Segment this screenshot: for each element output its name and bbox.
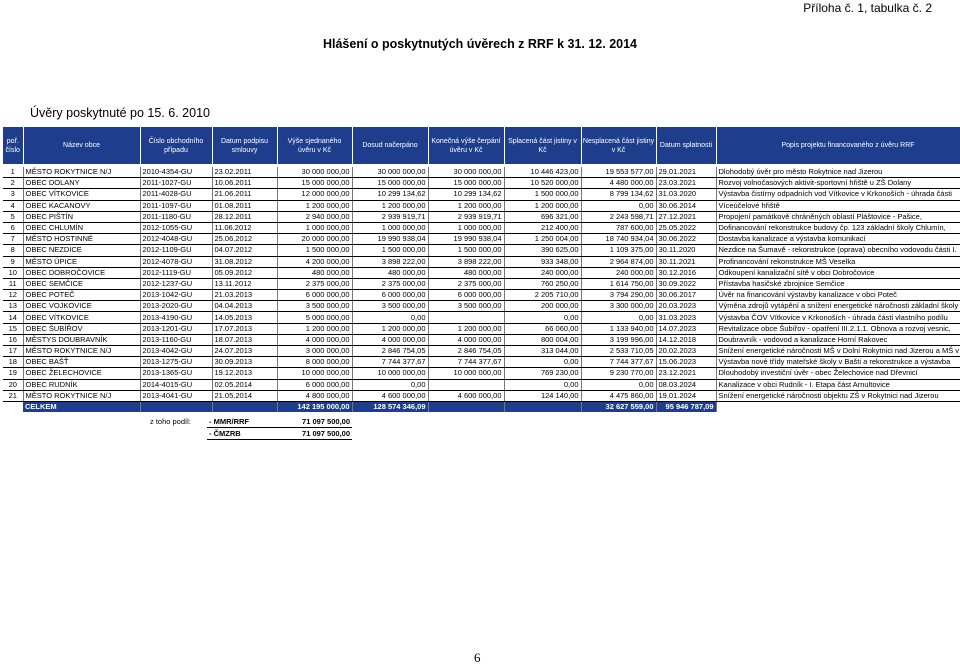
table-cell: 2012-1109-GU [140, 245, 212, 256]
table-cell: 12 000 000,00 [277, 189, 352, 200]
total-empty-cell [212, 401, 277, 412]
total-cell: 32 627 559,00 [581, 401, 656, 412]
table-row [3, 390, 960, 401]
table-cell: 4 [3, 200, 23, 211]
table-cell: 7 744 377,67 [428, 357, 504, 368]
table-row [3, 357, 960, 368]
table-cell: MĚSTO ROKYTNICE N/J [23, 390, 140, 401]
header-cell: Datum splatnosti [656, 127, 716, 164]
header-cell: poř. číslo [3, 127, 23, 164]
table-cell: 30 000 000,00 [352, 167, 428, 178]
table-cell: 30.09.2013 [212, 357, 277, 368]
table-cell: 0,00 [352, 312, 428, 323]
header-cell: Název obce [23, 127, 140, 164]
table-cell: 20.02.2023 [656, 346, 716, 357]
table-cell: Dostavba kanalizace a výstavba komunikací [716, 234, 960, 245]
table-cell: 15 000 000,00 [428, 178, 504, 189]
table-cell: 240 000,00 [581, 267, 656, 278]
table-cell: Víceúčelové hřiště [716, 200, 960, 211]
table-row [3, 167, 960, 178]
table-cell: 4 475 860,00 [581, 390, 656, 401]
table-cell: OBEC VOJKOVICE [23, 301, 140, 312]
table-cell: 2013-1160-GU [140, 334, 212, 345]
table-cell: 30.11.2021 [656, 256, 716, 267]
table-row [3, 200, 960, 211]
table-cell: 4 000 000,00 [428, 334, 504, 345]
table-cell: MĚSTO ÚPICE [23, 256, 140, 267]
table-cell: 4 200 000,00 [277, 256, 352, 267]
table-cell: 2011-1027-GU [140, 178, 212, 189]
table-cell: OBEC ŽELECHOVICE [23, 368, 140, 379]
table-row [3, 334, 960, 345]
table-cell: 30 000 000,00 [277, 167, 352, 178]
table-cell: 14.07.2023 [656, 323, 716, 334]
table-cell: OBEC CHLUMÍN [23, 222, 140, 233]
table-cell: OBEC VÍTKOVICE [23, 312, 140, 323]
table-cell: 27.12.2021 [656, 211, 716, 222]
table-cell: 390 625,00 [504, 245, 581, 256]
table-cell: 2 939 919,71 [352, 211, 428, 222]
table-cell: 2013-4042-GU [140, 346, 212, 357]
table-cell: 12 [3, 290, 23, 301]
table-cell: 30 000 000,00 [428, 167, 504, 178]
table-cell: 9 [3, 256, 23, 267]
table-cell: OBEC PIŠTÍN [23, 211, 140, 222]
table-cell: 7 [3, 234, 23, 245]
table-cell: 31.03.2023 [656, 312, 716, 323]
table-cell: 1 [3, 167, 23, 178]
table-cell: 10 446 423,00 [504, 167, 581, 178]
table-cell: 1 200 000,00 [277, 323, 352, 334]
table-cell: 6 000 000,00 [277, 290, 352, 301]
table-cell: 13.11.2012 [212, 278, 277, 289]
table-cell: 4 000 000,00 [352, 334, 428, 345]
table-cell: 1 109 375,00 [581, 245, 656, 256]
table-cell [428, 379, 504, 390]
table-row [3, 323, 960, 334]
table-row [3, 379, 960, 390]
table-cell: 16 [3, 334, 23, 345]
table-cell: 10 [3, 267, 23, 278]
table-cell: 0,00 [504, 312, 581, 323]
table-cell: 2 [3, 178, 23, 189]
table-cell: 3 000 000,00 [277, 346, 352, 357]
table-cell: 2010-4354-GU [140, 167, 212, 178]
total-empty-cell [428, 401, 504, 412]
table-cell: 1 250 004,00 [504, 234, 581, 245]
table-cell: 14.12.2018 [656, 334, 716, 345]
table-row [3, 189, 960, 200]
table-cell: OBEC ŠUBÍŘOV [23, 323, 140, 334]
table-cell: Odkoupení kanalizační sítě v obci Dobročovice [716, 267, 960, 278]
table-cell: 240 000,00 [504, 267, 581, 278]
table-cell: Výměna zdrojů vytápění a snížení energetické náročnosti základní školy [716, 301, 960, 312]
table-cell: 20 [3, 379, 23, 390]
header-cell: Výše sjednaného úvěru v Kč [277, 127, 352, 164]
table-cell: 1 200 000,00 [428, 200, 504, 211]
table-row [3, 346, 960, 357]
table-cell: 30.06.2017 [656, 290, 716, 301]
breakdown-name: - MMR/RRF [209, 417, 249, 426]
table-cell: 787 600,00 [581, 222, 656, 233]
table-cell: 19 553 577,00 [581, 167, 656, 178]
table-cell: 28.12.2011 [212, 211, 277, 222]
table-cell: Dlohodobý úvěr pro město Rokytnice nad Jizerou [716, 167, 960, 178]
table-cell: 800 004,00 [504, 334, 581, 345]
table-cell: 2012-1119-GU [140, 267, 212, 278]
header-cell: Číslo obchodního případu [140, 127, 212, 164]
header-cell: Konečná výše čerpání úvěru v Kč [428, 127, 504, 164]
table-cell: Snížení energetické náročnosti MŠ v Dolní Rokytnici nad Jizerou a MŠ v [716, 346, 960, 357]
table-cell: 02.05.2014 [212, 379, 277, 390]
table-cell: 2012-4078-GU [140, 256, 212, 267]
table-cell: OBEC BAŠŤ [23, 357, 140, 368]
table-cell: 5 000 000,00 [277, 312, 352, 323]
table-cell [428, 312, 504, 323]
table-cell: 1 200 000,00 [504, 200, 581, 211]
total-empty-cell [3, 401, 23, 412]
table-cell: 2 205 710,00 [504, 290, 581, 301]
table-cell: 2 846 754,05 [352, 346, 428, 357]
table-cell: 212 400,00 [504, 222, 581, 233]
table-cell: 480 000,00 [277, 267, 352, 278]
table-cell: 3 [3, 189, 23, 200]
header-cell: Splacená část jistiny v Kč [504, 127, 581, 164]
page-number: 6 [474, 650, 481, 665]
table-cell: OBEC DOBROČOVICE [23, 267, 140, 278]
table-cell: 29.01.2021 [656, 167, 716, 178]
table-cell: 1 500 000,00 [504, 189, 581, 200]
total-cell: 95 946 787,09 [656, 401, 716, 412]
table-cell: MĚSTO ROKYTNICE N/J [23, 346, 140, 357]
table-cell: 4 480 000,00 [581, 178, 656, 189]
table-cell: 15 [3, 323, 23, 334]
table-cell: Přístavba hasičské zbrojnice Semčice [716, 278, 960, 289]
table-cell: OBEC NEZDICE [23, 245, 140, 256]
table-cell: 4 000 000,00 [277, 334, 352, 345]
table-cell: 15 000 000,00 [352, 178, 428, 189]
table-cell: 11 [3, 278, 23, 289]
table-cell: 0,00 [504, 357, 581, 368]
table-cell: 08.03.2024 [656, 379, 716, 390]
table-cell: 2012-1237-GU [140, 278, 212, 289]
table-cell: 23.03.2021 [656, 178, 716, 189]
table-cell: 21.06.2011 [212, 189, 277, 200]
table-cell: 7 744 377,67 [352, 357, 428, 368]
table-cell: 2 243 598,71 [581, 211, 656, 222]
table-cell: 1 500 000,00 [428, 245, 504, 256]
header-cell: Nesplacená část jistiny v Kč [581, 127, 656, 164]
table-cell: 18 740 934,04 [581, 234, 656, 245]
table-cell: 2013-1275-GU [140, 357, 212, 368]
table-cell: 2011-1097-GU [140, 200, 212, 211]
table-cell: 6 000 000,00 [277, 379, 352, 390]
total-empty-cell [504, 401, 581, 412]
table-cell: 10 299 134,62 [352, 189, 428, 200]
table-cell: 6 [3, 222, 23, 233]
table-cell: 2013-4190-GU [140, 312, 212, 323]
table-cell: 2013-1201-GU [140, 323, 212, 334]
table-cell: 30.06.2022 [656, 234, 716, 245]
table-cell: Výstavba ČOV Vítkovice v Krkonoších - úhrada části vlastního podílu [716, 312, 960, 323]
table-cell: 25.06.2012 [212, 234, 277, 245]
table-cell: 2011-1180-GU [140, 211, 212, 222]
table-cell: 10 000 000,00 [277, 368, 352, 379]
table-cell: 19.01.2024 [656, 390, 716, 401]
table-cell: 14 [3, 312, 23, 323]
breakdown-name: - ČMZRB [209, 429, 241, 438]
table-cell: 2 939 919,71 [428, 211, 504, 222]
table-cell: 2013-2020-GU [140, 301, 212, 312]
table-cell: 18.07.2013 [212, 334, 277, 345]
table-cell: 17 [3, 346, 23, 357]
table-row [3, 178, 960, 189]
table-cell: 3 898 222,00 [352, 256, 428, 267]
table-cell: 1 000 000,00 [277, 222, 352, 233]
table-cell: 124 140,00 [504, 390, 581, 401]
table-cell: Výstavba čistírny odpadních vod Vítkovice v Krkonoších - úhrada části [716, 189, 960, 200]
table-cell: Propojení památkově chráněných oblastí Pláštovice - Pašice, [716, 211, 960, 222]
table-cell: 3 199 996,00 [581, 334, 656, 345]
table-row [3, 301, 960, 312]
table-cell: 1 200 000,00 [352, 200, 428, 211]
table-cell: 769 230,00 [504, 368, 581, 379]
table-cell: 2013-4041-GU [140, 390, 212, 401]
header-cell: Dosud načerpáno [352, 127, 428, 164]
table-cell: 6 000 000,00 [428, 290, 504, 301]
table-cell: OBEC POTEČ [23, 290, 140, 301]
table-cell: 1 133 940,00 [581, 323, 656, 334]
table-row [3, 234, 960, 245]
table-cell: 8 799 134,62 [581, 189, 656, 200]
total-row [3, 401, 960, 412]
table-cell: 4 800 000,00 [277, 390, 352, 401]
table-cell: 19.12.2013 [212, 368, 277, 379]
loans-table [3, 127, 960, 412]
header-cell: Popis projektu financovaného z úvěru RRF [716, 127, 960, 164]
table-cell: 30.06.2014 [656, 200, 716, 211]
annex-label: Příloha č. 1, tabulka č. 2 [803, 1, 932, 15]
table-cell: 313 044,00 [504, 346, 581, 357]
total-empty-cell [140, 401, 212, 412]
table-cell: 2 846 754,05 [428, 346, 504, 357]
table-cell: 19 [3, 368, 23, 379]
table-cell: Rozvoj volnočasových aktivit-sportovní hřiště u ZŠ Dolany [716, 178, 960, 189]
table-cell: 480 000,00 [428, 267, 504, 278]
table-cell: 10 000 000,00 [428, 368, 504, 379]
total-cell: 128 574 346,09 [352, 401, 428, 412]
table-cell: 3 500 000,00 [277, 301, 352, 312]
table-cell: 3 500 000,00 [352, 301, 428, 312]
table-cell: 6 000 000,00 [352, 290, 428, 301]
table-cell: Úvěr na financování výstavby kanalizace v obci Poteč [716, 290, 960, 301]
total-cell: 142 195 000,00 [277, 401, 352, 412]
table-header-row [3, 127, 960, 164]
table-cell: Dofinancování rekonstrukce budovy čp. 123 základní školy Chlumín, [716, 222, 960, 233]
table-cell: 2 940 000,00 [277, 211, 352, 222]
table-cell: Kanalizace v obci Rudník - I. Etapa část Arnultovice [716, 379, 960, 390]
table-cell: 23.02.2011 [212, 167, 277, 178]
table-cell: 21.05.2014 [212, 390, 277, 401]
table-cell: 4 600 000,00 [428, 390, 504, 401]
table-cell: 10.06.2011 [212, 178, 277, 189]
table-cell: 04.04.2013 [212, 301, 277, 312]
table-cell: 18 [3, 357, 23, 368]
table-cell: 2 533 710,05 [581, 346, 656, 357]
table-cell: OBEC DOLANY [23, 178, 140, 189]
table-row [3, 278, 960, 289]
table-cell: 2014-4015-GU [140, 379, 212, 390]
table-row [3, 312, 960, 323]
table-cell: 8 000 000,00 [277, 357, 352, 368]
table-row [3, 290, 960, 301]
table-cell: 24.07.2013 [212, 346, 277, 357]
table-cell: Profinancování rekonstrukce MŠ Veselka [716, 256, 960, 267]
breakdown-value: 71 097 500,00 [302, 429, 350, 438]
table-cell: OBEC SEMČICE [23, 278, 140, 289]
breakdown-row [207, 428, 352, 440]
table-cell: 21 [3, 390, 23, 401]
table-cell: Revitalizace obce Šubířov - opatření III.2.1.1. Obnova a rozvoj vesnic, [716, 323, 960, 334]
table-cell: 2 375 000,00 [277, 278, 352, 289]
table-cell: 933 348,00 [504, 256, 581, 267]
table-cell: 20 000 000,00 [277, 234, 352, 245]
table-cell: 21.03.2013 [212, 290, 277, 301]
table-cell: 8 [3, 245, 23, 256]
table-cell: 31.08.2012 [212, 256, 277, 267]
table-cell: 10 299 134,62 [428, 189, 504, 200]
table-cell: 1 500 000,00 [352, 245, 428, 256]
table-cell: 05.09.2012 [212, 267, 277, 278]
table-row [3, 256, 960, 267]
table-cell: 4 600 000,00 [352, 390, 428, 401]
table-cell: 19 990 938,04 [428, 234, 504, 245]
table-cell: 25.05.2022 [656, 222, 716, 233]
table-cell: 30.11.2020 [656, 245, 716, 256]
table-cell: 2012-4048-GU [140, 234, 212, 245]
table-cell: MĚSTYS DOUBRAVNÍK [23, 334, 140, 345]
table-cell: 11.06.2012 [212, 222, 277, 233]
table-cell: 04.07.2012 [212, 245, 277, 256]
table-row [3, 222, 960, 233]
table-cell: 5 [3, 211, 23, 222]
table-cell: Doubravník - vodovod a kanalizace Horní Rakovec [716, 334, 960, 345]
table-cell: 1 500 000,00 [277, 245, 352, 256]
table-cell: 0,00 [581, 312, 656, 323]
table-cell: 2 375 000,00 [352, 278, 428, 289]
table-cell: 10 520 000,00 [504, 178, 581, 189]
table-cell: 23.12.2021 [656, 368, 716, 379]
table-cell: MĚSTO HOSTINNÉ [23, 234, 140, 245]
report-subtitle: Úvěry poskytnuté po 15. 6. 2010 [30, 106, 210, 120]
table-row [3, 211, 960, 222]
table-cell: 3 300 000,00 [581, 301, 656, 312]
table-cell: 2 375 000,00 [428, 278, 504, 289]
table-cell: 760 250,00 [504, 278, 581, 289]
table-cell: 2011-4028-GU [140, 189, 212, 200]
table-cell: 17.07.2013 [212, 323, 277, 334]
report-title: Hlášení o poskytnutých úvěrech z RRF k 31. 12. 2014 [322, 37, 637, 51]
total-cell: CELKEM [23, 401, 140, 412]
table-cell: 3 794 290,00 [581, 290, 656, 301]
table-cell: 2013-1365-GU [140, 368, 212, 379]
table-cell: 01.08.2011 [212, 200, 277, 211]
table-cell: 13 [3, 301, 23, 312]
table-cell: 1 614 750,00 [581, 278, 656, 289]
table-cell: 30.12.2016 [656, 267, 716, 278]
breakdown-value: 71 097 500,00 [302, 417, 350, 426]
breakdown-label: z toho podíl: [150, 417, 191, 426]
table-row [3, 267, 960, 278]
header-cell: Datum podpisu smlouvy [212, 127, 277, 164]
table-cell: 696 321,00 [504, 211, 581, 222]
table-cell: 14.05.2013 [212, 312, 277, 323]
table-cell: 3 500 000,00 [428, 301, 504, 312]
table-cell: OBEC KACANOVY [23, 200, 140, 211]
table-cell: 1 200 000,00 [428, 323, 504, 334]
table-cell: 15 000 000,00 [277, 178, 352, 189]
table-cell: 20.03.2023 [656, 301, 716, 312]
table-cell: 1 000 000,00 [352, 222, 428, 233]
table-cell: OBEC VÍTKOVICE [23, 189, 140, 200]
table-cell: 1 200 000,00 [277, 200, 352, 211]
table-row [3, 368, 960, 379]
table-cell: 480 000,00 [352, 267, 428, 278]
breakdown-row [207, 416, 352, 428]
table-cell: 0,00 [352, 379, 428, 390]
table-cell: Snížení energetické náročnosti objektu ZŠ v Rokytnici nad Jizerou [716, 390, 960, 401]
table-row [3, 245, 960, 256]
table-cell: Výstavba nové třídy mateřské školy v Bašti a rekonstrukce a výstavba [716, 357, 960, 368]
table-cell: 0,00 [581, 379, 656, 390]
table-cell: OBEC RUDNÍK [23, 379, 140, 390]
table-cell: 10 000 000,00 [352, 368, 428, 379]
table-cell: 2012-1055-GU [140, 222, 212, 233]
table-cell: 30.09.2022 [656, 278, 716, 289]
table-cell: Nezdice na Šumavě - rekonstrukce (oprava) obecního vodovodu části I. [716, 245, 960, 256]
table-cell: 0,00 [581, 200, 656, 211]
table-cell: 0,00 [504, 379, 581, 390]
table-cell: MĚSTO ROKYTNICE N/J [23, 167, 140, 178]
table-cell: Dlouhodobý investiční úvěr - obec Želechovice nad Dřevnicí [716, 368, 960, 379]
table-cell: 2 964 874,00 [581, 256, 656, 267]
table-cell: 1 000 000,00 [428, 222, 504, 233]
table-cell: 9 230 770,00 [581, 368, 656, 379]
table-cell: 19 990 938,04 [352, 234, 428, 245]
table-cell: 31.03.2020 [656, 189, 716, 200]
table-cell: 3 898 222,00 [428, 256, 504, 267]
total-empty-cell [716, 401, 960, 412]
table-cell: 66 060,00 [504, 323, 581, 334]
table-cell: 7 744 377,67 [581, 357, 656, 368]
table-cell: 2013-1042-GU [140, 290, 212, 301]
table-cell: 1 200 000,00 [352, 323, 428, 334]
table-cell: 200 000,00 [504, 301, 581, 312]
table-cell: 15.06.2023 [656, 357, 716, 368]
